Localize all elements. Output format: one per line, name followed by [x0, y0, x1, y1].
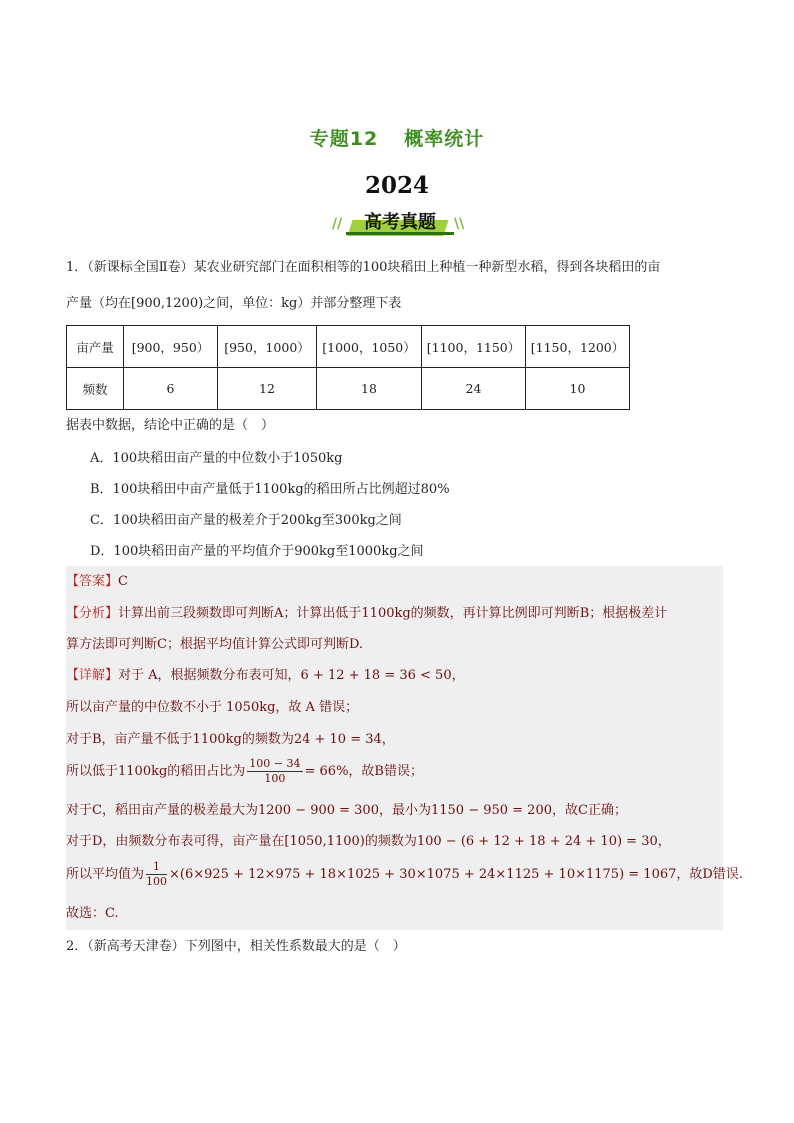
- option-d: D．100块稻田亩产量的平均值介于900kg至1000kg之间: [90, 544, 424, 559]
- detail-line4-post: = 66%，故B错误；: [304, 764, 423, 779]
- table-header-cell: [1100，1150）: [422, 326, 526, 368]
- detail-line8: 故选：C.: [66, 906, 119, 921]
- banner-slash-right-icon: \\: [454, 216, 465, 232]
- analysis-line1: [66, 605, 667, 623]
- detail-line7-pre: 所以平均值为: [66, 867, 145, 882]
- answer-value: C: [118, 574, 128, 589]
- table-row: [67, 326, 630, 368]
- q2-stem: 2．（新高考天津卷）下列图中，相关性系数最大的是（ ）: [66, 939, 406, 954]
- fraction: [247, 757, 302, 786]
- table-cell: 6: [124, 368, 218, 410]
- detail-line4-pre: 所以低于1100kg的稻田占比为: [66, 764, 246, 779]
- table-header-cell: [900，950）: [124, 326, 218, 368]
- table-header-cell: [1000，1050）: [317, 326, 422, 368]
- detail-line7: [66, 860, 743, 889]
- table-cell: 18: [317, 368, 422, 410]
- detail-line5: 对于C，稻田亩产量的极差最大为1200 − 900 = 300，最小为1150 − 950 = 200，故C正确；: [66, 803, 627, 818]
- answer-line: [66, 573, 128, 591]
- q1-prompt: 据表中数据，结论中正确的是（ ）: [66, 418, 275, 433]
- table-header-cell: [1150，1200）: [526, 326, 630, 368]
- table-cell: 24: [422, 368, 526, 410]
- exam-banner: [330, 206, 470, 240]
- year-heading: 2024: [364, 172, 429, 199]
- analysis-line2: 算方法即可判断C；根据平均值计算公式即可判断D.: [66, 637, 364, 652]
- table-row-label: 频数: [67, 368, 124, 410]
- fraction-numerator: 1: [146, 860, 167, 875]
- topic-number: 专题12: [309, 128, 379, 150]
- fraction: [146, 860, 167, 889]
- detail-text-1: 对于 A，根据频数分布表可知，6 + 12 + 18 = 36 < 50，: [118, 668, 465, 683]
- answer-tag: 【答案】: [66, 574, 119, 589]
- q1-stem-line1: 1．（新课标全国Ⅱ卷）某农业研究部门在面积相等的100块稻田上种植一种新型水稻，得到各块稻田的亩: [66, 260, 661, 275]
- banner-slash-left-icon: //: [332, 216, 343, 232]
- detail-line1: [66, 667, 465, 685]
- detail-line7-post: ×(6×925 + 12×975 + 18×1025 + 30×1075 + 24×1125 + 10×1175) = 1067，故D错误.: [169, 867, 743, 882]
- analysis-tag: 【分析】: [66, 606, 119, 621]
- fraction-numerator: 100 − 34: [249, 757, 301, 770]
- option-b: B．100块稻田中亩产量低于1100kg的稻田所占比例超过80%: [90, 482, 450, 497]
- frequency-table: [66, 325, 630, 410]
- q1-stem-line2: 产量（均在[900,1200)之间，单位：kg）并部分整理下表: [66, 296, 402, 311]
- fraction-denominator: 100: [146, 875, 168, 888]
- detail-line6: 对于D，由频数分布表可得，亩产量在[1050,1100)的频数为100 − (6 + 12 + 18 + 24 + 10) = 30，: [66, 834, 671, 849]
- detail-tag: 【详解】: [66, 668, 119, 683]
- page-title: [0, 124, 794, 151]
- table-header-cell: [950，1000）: [218, 326, 317, 368]
- fraction-denominator: 100: [264, 772, 286, 785]
- table-header-cell: 亩产量: [67, 326, 124, 368]
- table-row: [67, 368, 630, 410]
- table-cell: 12: [218, 368, 317, 410]
- detail-line2: 所以亩产量的中位数不小于 1050kg，故 A 错误；: [66, 700, 359, 715]
- table-cell: 10: [526, 368, 630, 410]
- option-a: A．100块稻田亩产量的中位数小于1050kg: [90, 451, 343, 466]
- banner-label: 高考真题: [364, 212, 436, 233]
- option-c: C．100块稻田亩产量的极差介于200kg至300kg之间: [90, 513, 402, 528]
- analysis-text-1: 计算出前三段频数即可判断A；计算出低于1100kg的频数，再计算比例即可判断B；根据极差计: [118, 606, 668, 621]
- detail-line4: [66, 757, 423, 786]
- detail-line3: 对于B，亩产量不低于1100kg的频数为24 + 10 = 34，: [66, 732, 395, 747]
- topic-name: 概率统计: [404, 128, 485, 150]
